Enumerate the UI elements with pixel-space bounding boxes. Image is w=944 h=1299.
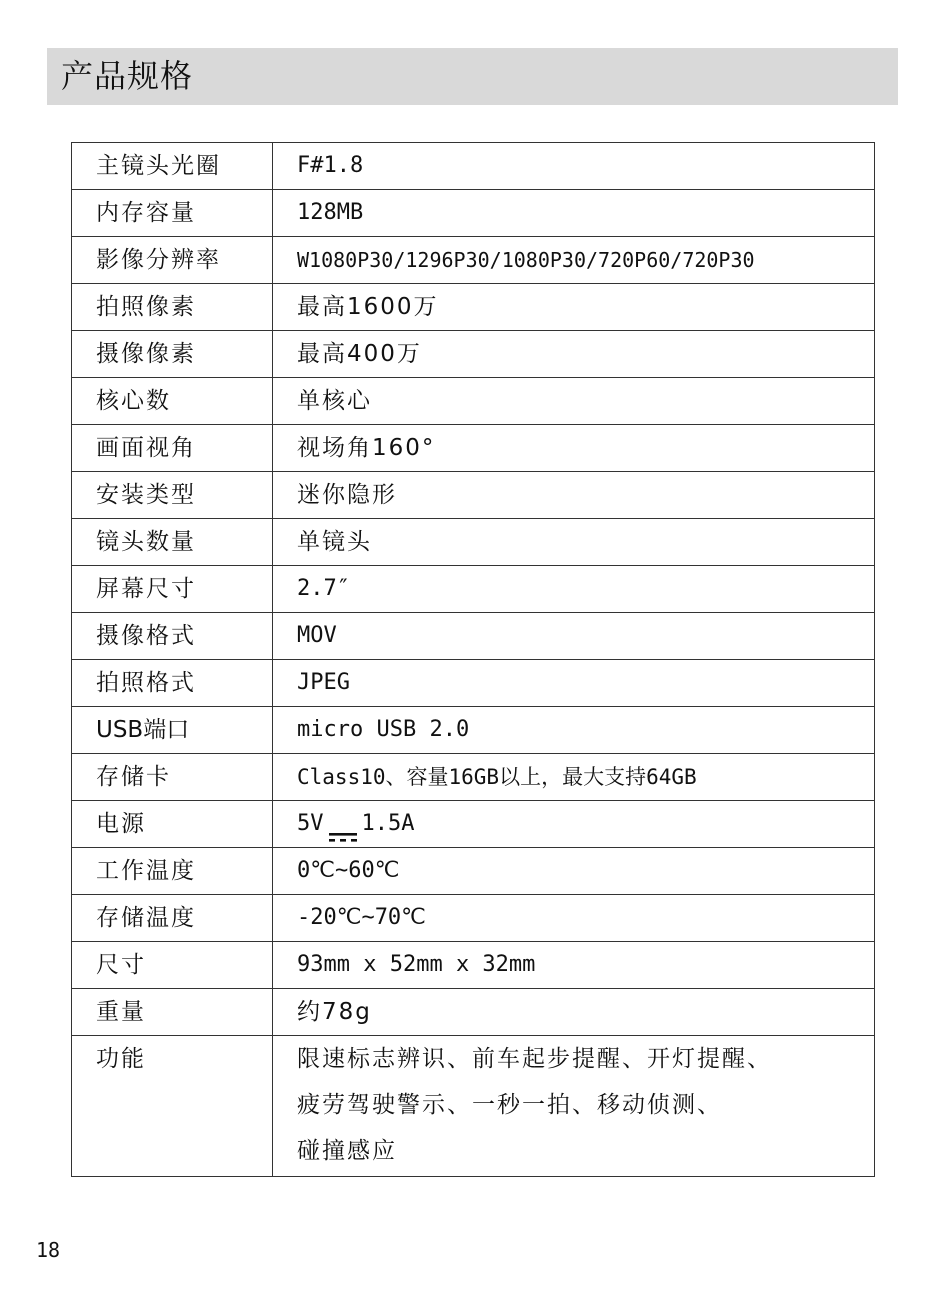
spec-key: 主镜头光圈: [72, 143, 273, 190]
spec-value: micro USB 2.0: [273, 707, 875, 754]
spec-key: 镜头数量: [72, 519, 273, 566]
spec-value: 最高400万: [273, 331, 875, 378]
spec-row: [72, 942, 875, 989]
spec-value: 2.7″: [273, 566, 875, 613]
spec-key: 摄像格式: [72, 613, 273, 660]
spec-value: 最高1600万: [273, 284, 875, 331]
spec-key: 内存容量: [72, 190, 273, 237]
spec-value: F#1.8: [273, 143, 875, 190]
spec-row: [72, 754, 875, 801]
spec-key: 功能: [72, 1036, 273, 1177]
spec-key: 影像分辨率: [72, 237, 273, 284]
spec-value: 128MB: [273, 190, 875, 237]
spec-value: 93mm x 52mm x 32mm: [273, 942, 875, 989]
spec-key: 画面视角: [72, 425, 273, 472]
spec-value: W1080P30/1296P30/1080P30/720P60/720P30: [273, 237, 875, 284]
spec-key: 屏幕尺寸: [72, 566, 273, 613]
spec-row: [72, 143, 875, 190]
spec-key: 工作温度: [72, 848, 273, 895]
spec-row: [72, 848, 875, 895]
spec-key: 安装类型: [72, 472, 273, 519]
spec-key: 核心数: [72, 378, 273, 425]
section-title: 产品规格: [61, 57, 194, 95]
page-number: 18: [36, 1238, 61, 1262]
spec-value: 迷你隐形: [273, 472, 875, 519]
feature-line: 疲劳驾驶警示、一秒一拍、移动侦测、: [297, 1092, 722, 1118]
spec-value: MOV: [273, 613, 875, 660]
spec-row: [72, 378, 875, 425]
spec-row: [72, 801, 875, 848]
section-header: [47, 48, 898, 105]
spec-row: [72, 707, 875, 754]
spec-key: 电源: [72, 801, 273, 848]
spec-row: [72, 425, 875, 472]
spec-value: 单核心: [273, 378, 875, 425]
dc-power-icon: [328, 815, 358, 829]
spec-key: 拍照像素: [72, 284, 273, 331]
spec-row: [72, 519, 875, 566]
spec-table: [71, 142, 875, 1177]
spec-key: USB端口: [72, 707, 273, 754]
spec-key: 尺寸: [72, 942, 273, 989]
spec-row: [72, 1036, 875, 1177]
spec-key: 存储温度: [72, 895, 273, 942]
spec-key: 拍照格式: [72, 660, 273, 707]
spec-value-power: [273, 801, 875, 848]
spec-row: [72, 660, 875, 707]
spec-row: [72, 989, 875, 1036]
spec-value: 0℃~60℃: [273, 848, 875, 895]
spec-row: [72, 331, 875, 378]
spec-row: [72, 613, 875, 660]
spec-value: -20℃~70℃: [273, 895, 875, 942]
spec-key: 摄像像素: [72, 331, 273, 378]
spec-key: 重量: [72, 989, 273, 1036]
spec-value-multiline: [273, 1036, 875, 1177]
feature-line: 限速标志辨识、前车起步提醒、开灯提醒、: [297, 1046, 772, 1072]
spec-key: 存储卡: [72, 754, 273, 801]
spec-row: [72, 237, 875, 284]
spec-value: Class10、容量16GB以上，最大支持64GB: [273, 754, 875, 801]
spec-row: [72, 472, 875, 519]
spec-value: 约78g: [273, 989, 875, 1036]
power-voltage: 5V: [297, 811, 324, 836]
feature-line: 碰撞感应: [297, 1138, 397, 1164]
power-current: 1.5A: [361, 811, 415, 836]
spec-value: JPEG: [273, 660, 875, 707]
spec-row: [72, 284, 875, 331]
spec-row: [72, 190, 875, 237]
spec-value: 单镜头: [273, 519, 875, 566]
spec-row: [72, 895, 875, 942]
spec-row: [72, 566, 875, 613]
spec-value: 视场角160°: [273, 425, 875, 472]
